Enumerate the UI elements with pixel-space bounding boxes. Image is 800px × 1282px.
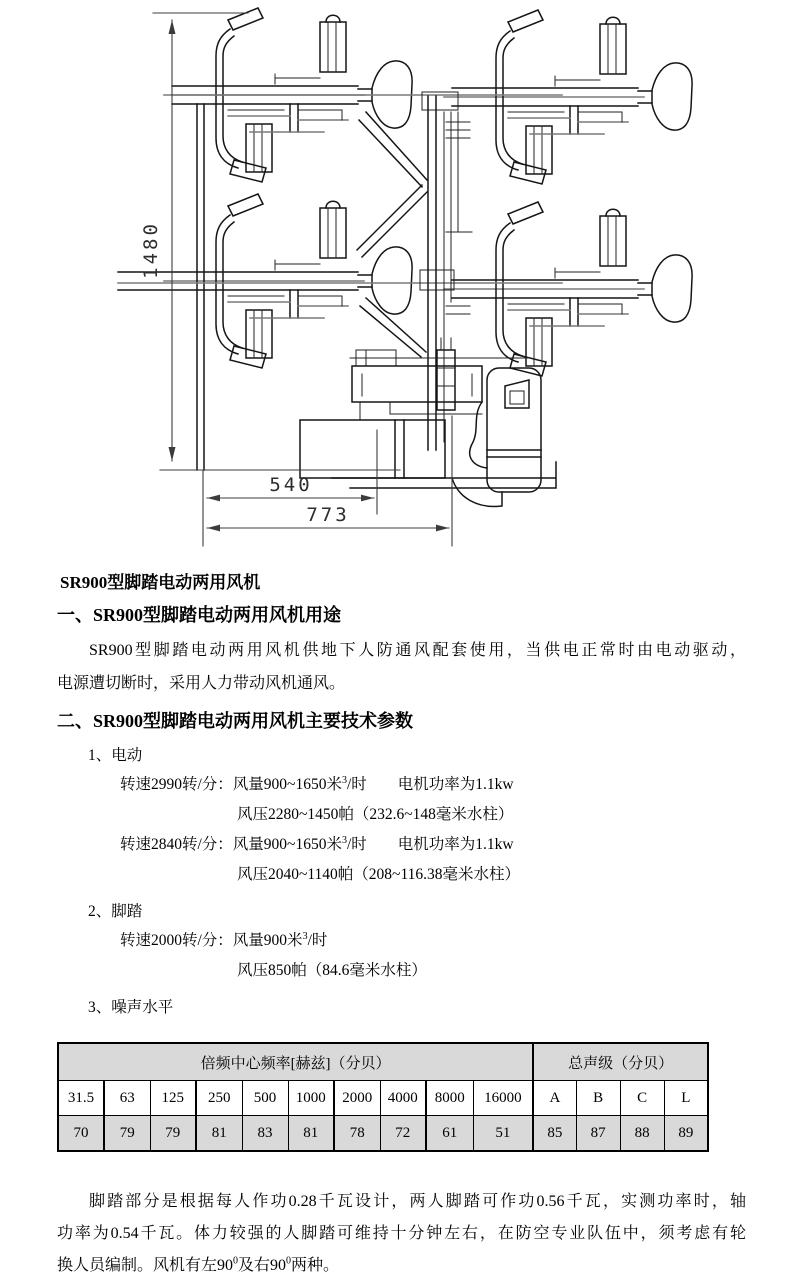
table-cell: 81 — [288, 1116, 334, 1152]
paragraph-line: 电源遭切断时，采用人力带动风机通风。 — [57, 675, 346, 692]
table-header-row — [58, 1043, 708, 1081]
superscript: 0 — [286, 1255, 292, 1267]
paragraph-line — [57, 1250, 746, 1282]
table-cell: 85 — [533, 1116, 576, 1152]
spec-pedal-speed — [120, 926, 746, 956]
table-value-row — [58, 1116, 708, 1152]
document-body — [0, 572, 800, 1282]
superscript: 3 — [341, 774, 347, 786]
paragraph-text: 换人员编制。风机有左90 — [57, 1257, 234, 1274]
section1-heading: 一、SR900型脚踏电动两用风机用途 — [57, 605, 342, 625]
paragraph-text: 两种。 — [291, 1257, 340, 1274]
paragraph-text: 及右90 — [238, 1257, 287, 1274]
table-cell: 81 — [196, 1116, 242, 1152]
spec-text: 转速2000转/分：风量900米 — [120, 932, 303, 949]
table-cell: 70 — [58, 1116, 104, 1152]
dim-front-label: 540 — [269, 474, 313, 496]
overall-group-header: 总声级（分贝） — [533, 1043, 708, 1081]
superscript: 3 — [302, 930, 308, 942]
table-cell: 72 — [380, 1116, 426, 1152]
table-cell: 1000 — [288, 1081, 334, 1116]
table-cell: 500 — [242, 1081, 288, 1116]
table-cell: 61 — [426, 1116, 473, 1152]
spec-electric-speed2 — [120, 830, 746, 860]
table-cell: L — [664, 1081, 708, 1116]
freq-group-header: 倍频中心频率[赫兹]（分贝） — [58, 1043, 533, 1081]
spec-text: 转速2990转/分：风量900~1650米 — [120, 776, 342, 793]
spec-motor-power: 电机功率为1.1kw — [397, 836, 514, 853]
fan-plan-view-drawing — [0, 0, 800, 558]
spec-text: 转速2840转/分：风量900~1650米 — [120, 836, 342, 853]
spec-electric-speed1 — [120, 770, 746, 800]
table-cell: 31.5 — [58, 1081, 104, 1116]
paragraph-line: SR900型脚踏电动两用风机供地下人防通风配套使用，当供电正常时由电动驱动， — [89, 642, 746, 659]
table-label-row — [58, 1081, 708, 1116]
spec-list — [57, 741, 746, 1022]
closing-paragraph — [57, 1186, 746, 1282]
spec-electric-pressure1: 风压2280~1450帕（232.6~148毫米水柱） — [237, 806, 514, 823]
spec-motor-power: 电机功率为1.1kw — [397, 776, 514, 793]
table-cell: 63 — [104, 1081, 150, 1116]
table-cell: 79 — [150, 1116, 196, 1152]
station-bottom-left — [164, 194, 412, 368]
spec-text: /时 — [346, 776, 367, 793]
spec-pedal-pressure: 风压850帕（84.6毫米水柱） — [237, 962, 427, 979]
table-cell: 125 — [150, 1081, 196, 1116]
table-cell: 2000 — [334, 1081, 380, 1116]
spec-item-electric: 1、电动 — [88, 747, 143, 764]
frame-members — [118, 95, 562, 470]
dim-height-label: 1480 — [140, 221, 162, 279]
table-cell: 89 — [664, 1116, 708, 1152]
spec-item-pedal: 2、脚踏 — [88, 903, 143, 920]
spec-electric-pressure2: 风压2040~1140帕（208~116.38毫米水柱） — [237, 866, 520, 883]
superscript: 0 — [233, 1255, 239, 1267]
dim-total-label: 773 — [306, 504, 350, 526]
table-cell: 88 — [620, 1116, 664, 1152]
noise-level-table — [57, 1042, 709, 1152]
table-cell: 79 — [104, 1116, 150, 1152]
spec-item-noise: 3、噪声水平 — [88, 999, 174, 1016]
table-cell: 4000 — [380, 1081, 426, 1116]
section1-paragraph — [57, 634, 746, 700]
spec-text: /时 — [307, 932, 328, 949]
table-cell: C — [620, 1081, 664, 1116]
table-cell: A — [533, 1081, 576, 1116]
table-cell: 8000 — [426, 1081, 473, 1116]
motor-housing — [487, 368, 541, 492]
table-cell: 78 — [334, 1116, 380, 1152]
table-cell: 16000 — [473, 1081, 533, 1116]
table-cell: B — [576, 1081, 620, 1116]
table-cell: 250 — [196, 1081, 242, 1116]
paragraph-line: 功率为0.54千瓦。体力较强的人脚踏可维持十分钟左右，在防空专业队伍中，须考虑有轮 — [57, 1225, 746, 1242]
dimension-total-773 — [207, 416, 452, 546]
section2-heading: 二、SR900型脚踏电动两用风机主要技术参数 — [57, 711, 414, 731]
table-cell: 51 — [473, 1116, 533, 1152]
page-title: SR900型脚踏电动两用风机 — [60, 573, 261, 592]
spec-text: /时 — [346, 836, 367, 853]
superscript: 3 — [341, 834, 347, 846]
paragraph-line: 脚踏部分是根据每人作功0.28千瓦设计，两人脚踏可作功0.56千瓦，实测功率时，轴 — [89, 1193, 746, 1210]
table-cell: 83 — [242, 1116, 288, 1152]
table-cell: 87 — [576, 1116, 620, 1152]
technical-drawing — [0, 0, 800, 558]
station-top-right — [444, 10, 692, 184]
station-bottom-right — [444, 202, 692, 376]
